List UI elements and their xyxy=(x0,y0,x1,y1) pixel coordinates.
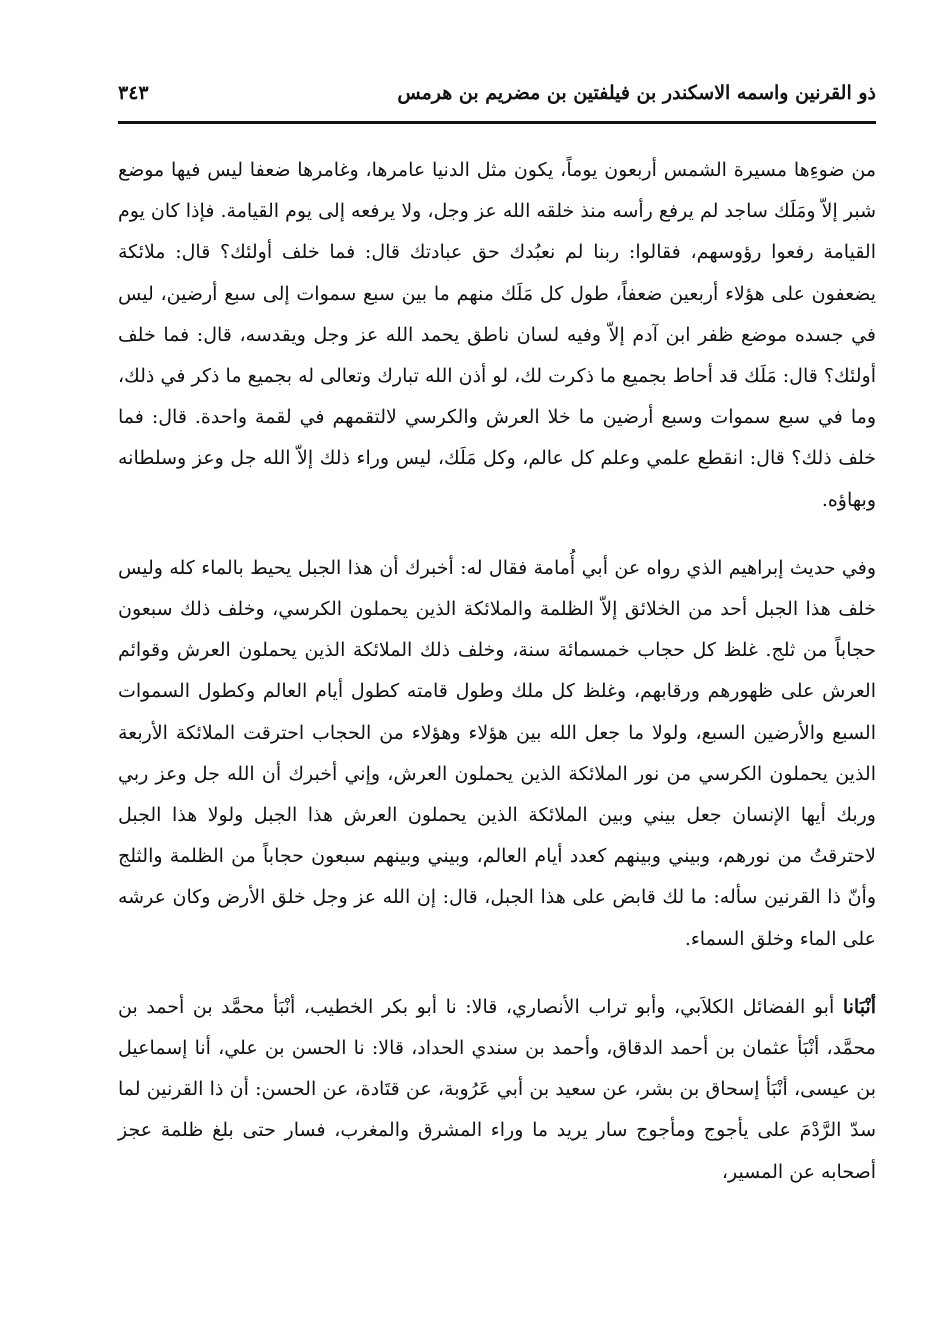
page-number: ٣٤٣ xyxy=(118,82,149,104)
paragraph-3 xyxy=(118,987,876,1193)
paragraph-1: من ضوءِها مسيرة الشمس أربعون يوماً، يكون مثل الدنيا عامرها، وغامرها ضعفا ليس فيها موضع شبر إلاّ ومَلَك ساجد لم يرفع رأسه منذ خلقه الله عز وجل، ولا يرفعه إلى يوم القيامة. فإذا كان يوم القيامة رفعوا رؤوسهم، فقالوا: ربنا لم نعبُدك حق عبادتك قال: فما خلف أولئك؟ قال: ملائكة يضعفون على هؤلاء أربعين ضعفاً، طول كل مَلَك منهم ما بين سبع سموات إلى سبع أرضين، ليس في جسده موضع ظفر ابن آدم إلاّ وفيه لسان ناطق يحمد الله عز وجل ويقدسه، قال: فما خلف أولئك؟ قال: مَلَك قد أحاط بجميع ما ذكرت لك، لو أذن الله تبارك وتعالى له بجميع ما ذكر في ذلك، وما في سبع سموات وسبع أرضين ما خلا العرش والكرسي لالتقمهم في لقمة واحدة. قال: فما خلف ذلك؟ قال: انقطع علمي وعلم كل عالم، وكل مَلَك، ليس وراء ذلك إلاّ الله جل وعز وسلطانه وبهاؤه. xyxy=(118,159,876,511)
running-title: ذو القرنين واسمه الاسكندر بن فيلفتين بن مضريم بن هرمس xyxy=(397,82,876,104)
body-text xyxy=(118,150,876,1193)
header-rule xyxy=(118,121,876,124)
paragraph-lead-word: أنْبَانا xyxy=(842,995,876,1018)
running-header xyxy=(118,78,876,118)
paragraph-2: وفي حديث إبراهيم الذي رواه عن أبي أُمامة فقال له: أخبرك أن هذا الجبل يحيط بالماء كله وليس خلف هذا الجبل أحد من الخلائق إلاّ الظلمة والملائكة الذين يحملون الكرسي، وخلف ذلك سبعون حجاباً من ثلج. غلظ كل حجاب خمسمائة سنة، وخلف ذلك الملائكة الذين يحملون العرش وقوائم العرش على ظهورهم ورقابهم، وغلظ كل ملك وطول قامته كطول أيام العالم وكطول السموات السبع والأرضين السبع، ولولا ما جعل الله بين هؤلاء وهؤلاء من الحجاب احترقت الملائكة الأربعة الذين يحملون الكرسي من نور الملائكة الذين يحملون العرش، وإني أخبرك أن الله جل وعز ربي وربك أيها الإنسان جعل بيني وبين الملائكة الذين يحملون العرش هذا الجبل ولولا هذا الجبل لاحترقتُ من نورهم، وبيني وبينهم كعدد أيام العالم، وبيني وبينهم سبعون حجاباً من الظلمة والثلج وأنّ ذا القرنين سأله: ما لك قابض على هذا الجبل، قال: إن الله عز وجل خلق الأرض وكان عرشه على الماء وخلق السماء. xyxy=(118,556,876,950)
paragraph-3-text: أبو الفضائل الكلاَبي، وأبو تراب الأنصاري، قالا: نا أبو بكر الخطيب، أنْبَأ محمَّد بن أحمد بن محمَّد، أنْبَأ عثمان بن أحمد الدقاق، وأحمد بن سندي الحداد، قالا: نا الحسن بن علي، أنا إسماعيل بن عيسى، أنْبَأ إسحاق بن بشر، عن سعيد بن أبي عَرُوبة، عن قتَادة، عن الحسن: أن ذا القرنين لما سدّ الرَّدْمَ على يأجوج ومأجوج سار يريد ما وراء المشرق والمغرب، فسار حتى بلغ ظلمة عجز أصحابه عن المسير، xyxy=(118,995,876,1183)
